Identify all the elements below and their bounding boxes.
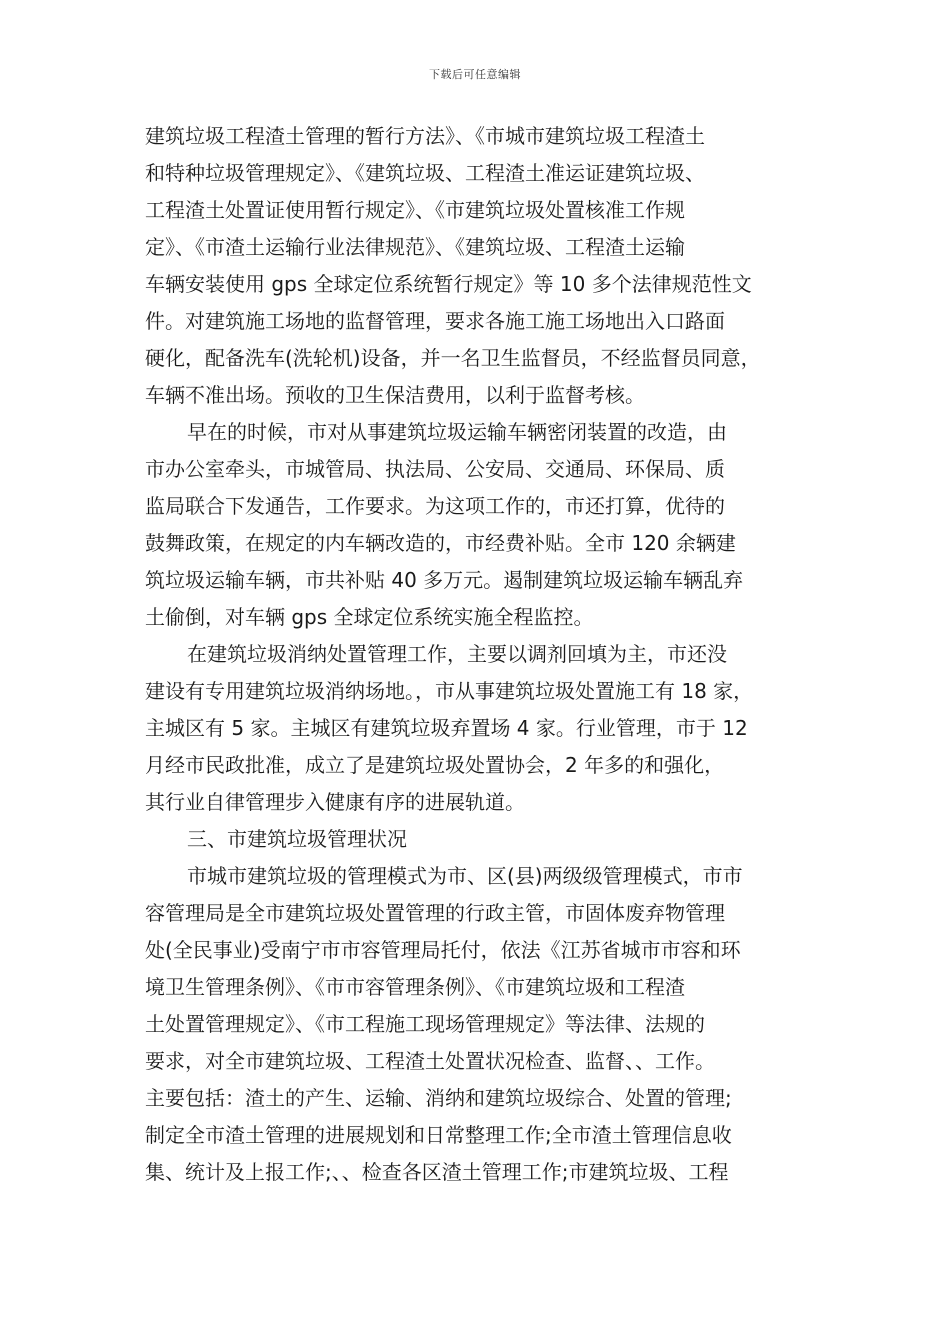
text-line: 境卫生管理条例》、《市市容管理条例》、《市建筑垃圾和工程渣 xyxy=(145,975,685,999)
text-line: 筑垃圾运输车辆，市共补贴 40 多万元。遏制建筑垃圾运输车辆乱弃 xyxy=(145,568,744,592)
text-line: 车辆不准出场。预收的卫生保洁费用，以利于监督考核。 xyxy=(145,383,645,407)
text-line: 处(全民事业)受南宁市市容管理局托付，依法《江苏省城市市容和环 xyxy=(145,938,741,962)
text-line: 和特种垃圾管理规定》、《建筑垃圾、工程渣土准运证建筑垃圾、 xyxy=(145,161,705,185)
text-line: 硬化，配备洗车(洗轮机)设备，并一名卫生监督员，不经监督员同意， xyxy=(145,346,761,370)
document-body xyxy=(145,118,815,1191)
text-line: 土处置管理规定》、《市工程施工现场管理规定》等法律、法规的 xyxy=(145,1012,705,1036)
text-line: 监局联合下发通告，工作要求。为这项工作的，市还打算，优待的 xyxy=(145,494,725,518)
text-line: 车辆安装使用 gps 全球定位系统暂行规定》等 10 多个法律规范性文 xyxy=(145,272,752,296)
page-header: 下载后可任意编辑 xyxy=(429,68,521,81)
text-line: 主要包括：渣土的产生、运输、消纳和建筑垃圾综合、处置的管理; xyxy=(145,1086,732,1110)
text-line: 月经市民政批准，成立了是建筑垃圾处置协会，2 年多的和强化， xyxy=(145,753,725,777)
text-line: 容管理局是全市建筑垃圾处置管理的行政主管，市固体废弃物管理 xyxy=(145,901,725,925)
text-line: 工程渣土处置证使用暂行规定》、《市建筑垃圾处置核准工作规 xyxy=(145,198,685,222)
paragraph-first-line: 在建筑垃圾消纳处置管理工作，主要以调剂回填为主，市还没 xyxy=(187,642,727,666)
text-line: 其行业自律管理步入健康有序的进展轨道。 xyxy=(145,790,525,814)
paragraph-first-line: 市城市建筑垃圾的管理模式为市、区(县)两级级管理模式，市市 xyxy=(187,864,743,888)
text-line: 土偷倒，对车辆 gps 全球定位系统实施全程监控。 xyxy=(145,605,594,629)
text-line: 集、统计及上报工作;、、检查各区渣土管理工作;市建筑垃圾、工程 xyxy=(145,1160,729,1184)
text-line: 建筑垃圾工程渣土管理的暂行方法》、《市城市建筑垃圾工程渣土 xyxy=(145,124,705,148)
text-line: 主城区有 5 家。主城区有建筑垃圾弃置场 4 家。行业管理，市于 12 xyxy=(145,716,748,740)
text-line: 制定全市渣土管理的进展规划和日常整理工作;全市渣土管理信息收 xyxy=(145,1123,732,1147)
text-line: 市办公室牵头，市城管局、执法局、公安局、交通局、环保局、质 xyxy=(145,457,725,481)
text-line: 定》、《市渣土运输行业法律规范》、《建筑垃圾、工程渣土运输 xyxy=(145,235,685,259)
section-heading: 三、市建筑垃圾管理状况 xyxy=(187,827,407,851)
paragraph-first-line: 早在的时候，市对从事建筑垃圾运输车辆密闭装置的改造，由 xyxy=(187,420,727,444)
text-line: 要求，对全市建筑垃圾、工程渣土处置状况检查、监督、、工作。 xyxy=(145,1049,715,1073)
text-line: 件。对建筑施工场地的监督管理，要求各施工施工场地出入口路面 xyxy=(145,309,725,333)
text-line: 鼓舞政策，在规定的内车辆改造的，市经费补贴。全市 120 余辆建 xyxy=(145,531,736,555)
text-line: 建设有专用建筑垃圾消纳场地。，市从事建筑垃圾处置施工有 18 家， xyxy=(145,679,754,703)
